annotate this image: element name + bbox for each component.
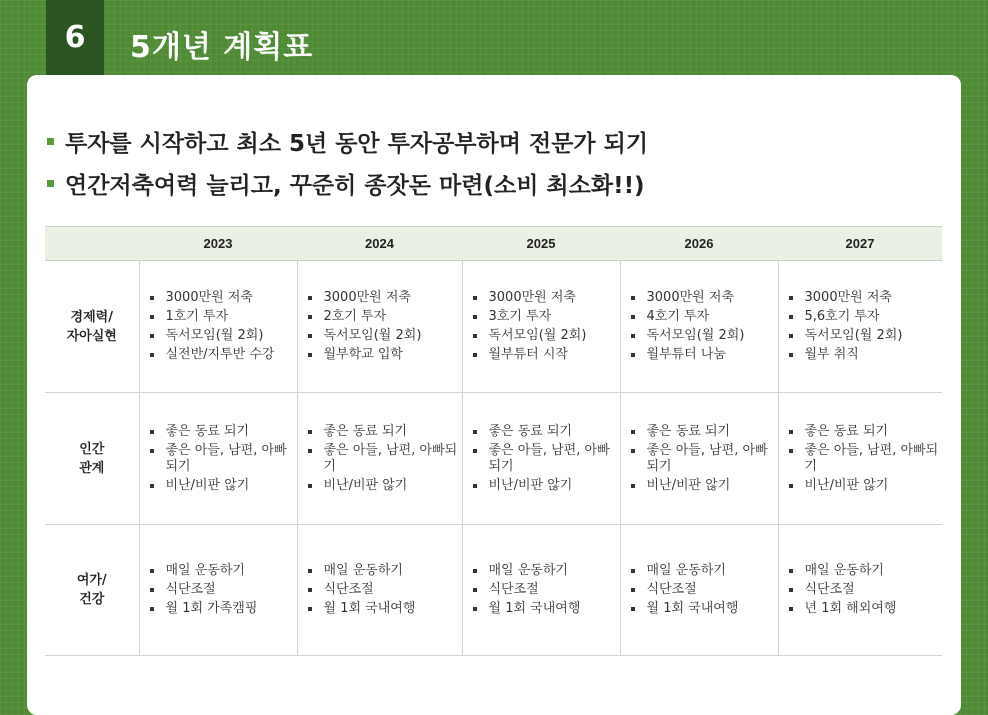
year-header: 2024: [297, 227, 462, 261]
plan-cell: [297, 261, 462, 393]
plan-item: 비난/비판 않기: [150, 478, 296, 494]
plan-item: 독서모임(월 2회): [473, 328, 619, 344]
page-title: 5개년 계획표: [130, 30, 314, 65]
goal-list: [47, 120, 927, 204]
plan-cell: [297, 525, 462, 656]
table-row: [45, 393, 942, 525]
plan-item: 좋은 동료 되기: [150, 424, 296, 440]
plan-item: 비난/비판 않기: [789, 478, 942, 494]
plan-item: 좋은 동료 되기: [473, 424, 619, 440]
five-year-plan-table: [45, 226, 942, 656]
plan-item: 4호기 투자: [631, 309, 777, 325]
plan-cell: [620, 525, 778, 656]
year-header: 2026: [620, 227, 778, 261]
plan-cell: [297, 393, 462, 525]
plan-item: 5,6호기 투자: [789, 309, 942, 325]
plan-item: 매일 운동하기: [150, 563, 296, 579]
plan-item: 독서모임(월 2회): [150, 328, 296, 344]
plan-item: 좋은 아들, 남편, 아빠되기: [150, 443, 296, 475]
plan-cell: [139, 393, 297, 525]
plan-cell: [462, 525, 620, 656]
plan-item: 3000만원 저축: [473, 290, 619, 306]
plan-item: 식단조절: [150, 582, 296, 598]
bullet-square-icon: [47, 180, 54, 187]
plan-item: 좋은 아들, 남편, 아빠되기: [789, 443, 942, 475]
plan-item: 실전반/지투반 수강: [150, 347, 296, 363]
row-header: [45, 393, 139, 525]
plan-item: 월 1회 가족캠핑: [150, 601, 296, 617]
plan-item: 월 1회 국내여행: [473, 601, 619, 617]
bullet-square-icon: [47, 138, 54, 145]
plan-item: 식단조절: [308, 582, 461, 598]
goal-text: 투자를 시작하고 최소 5년 동안 투자공부하며 전문가 되기: [65, 130, 649, 157]
plan-cell: [620, 261, 778, 393]
plan-cell: [462, 261, 620, 393]
plan-item: 식단조절: [473, 582, 619, 598]
section-number: 6: [46, 0, 104, 75]
plan-item: 월부 취직: [789, 347, 942, 363]
plan-item: 3000만원 저축: [789, 290, 942, 306]
plan-cell: [462, 393, 620, 525]
row-header-line: 건강: [79, 592, 105, 607]
year-header-row: [45, 227, 942, 261]
plan-cell: [139, 261, 297, 393]
corner-cell: [45, 227, 139, 261]
plan-item: 3000만원 저축: [631, 290, 777, 306]
plan-item: 1호기 투자: [150, 309, 296, 325]
plan-item: 매일 운동하기: [631, 563, 777, 579]
table-row: [45, 261, 942, 393]
plan-item: 월 1회 국내여행: [631, 601, 777, 617]
row-header-line: 경제력/: [70, 309, 113, 325]
row-header: [45, 261, 139, 393]
plan-item: 독서모임(월 2회): [631, 328, 777, 344]
year-header: 2023: [139, 227, 297, 261]
plan-item: 월부튜터 나눔: [631, 347, 777, 363]
plan-item: 월부튜터 시작: [473, 347, 619, 363]
row-header-line: 여가/: [76, 573, 107, 588]
table-row: [45, 525, 942, 656]
year-header: 2027: [778, 227, 942, 261]
plan-item: 월부학교 입학: [308, 347, 461, 363]
goal-item: [47, 162, 927, 204]
plan-item: 비난/비판 않기: [308, 478, 461, 494]
plan-cell: [778, 525, 942, 656]
goal-text: 연간저축여력 늘리고, 꾸준히 종잣돈 마련(소비 최소화!!): [65, 172, 645, 199]
plan-cell: [139, 525, 297, 656]
plan-item: 식단조절: [789, 582, 942, 598]
goal-item: [47, 120, 927, 162]
plan-cell: [778, 393, 942, 525]
plan-item: 3000만원 저축: [150, 290, 296, 306]
row-header-line: 관계: [79, 460, 105, 476]
plan-item: 3호기 투자: [473, 309, 619, 325]
plan-item: 좋은 동료 되기: [308, 424, 461, 440]
plan-item: 독서모임(월 2회): [789, 328, 942, 344]
plan-item: 비난/비판 않기: [631, 478, 777, 494]
plan-item: 매일 운동하기: [473, 563, 619, 579]
row-header: [45, 525, 139, 656]
plan-item: 좋은 아들, 남편, 아빠되기: [308, 443, 461, 475]
plan-item: 월 1회 국내여행: [308, 601, 461, 617]
plan-item: 좋은 아들, 남편, 아빠되기: [631, 443, 777, 475]
plan-item: 좋은 동료 되기: [789, 424, 942, 440]
plan-item: 좋은 아들, 남편, 아빠되기: [473, 443, 619, 475]
row-header-line: 인간: [79, 441, 105, 457]
plan-item: 3000만원 저축: [308, 290, 461, 306]
plan-item: 식단조절: [631, 582, 777, 598]
row-header-line: 자아실현: [66, 328, 117, 344]
plan-item: 년 1회 해외여행: [789, 601, 942, 617]
plan-cell: [620, 393, 778, 525]
plan-item: 좋은 동료 되기: [631, 424, 777, 440]
plan-item: 독서모임(월 2회): [308, 328, 461, 344]
plan-item: 2호기 투자: [308, 309, 461, 325]
plan-item: 매일 운동하기: [308, 563, 461, 579]
year-header: 2025: [462, 227, 620, 261]
plan-item: 매일 운동하기: [789, 563, 942, 579]
plan-item: 비난/비판 않기: [473, 478, 619, 494]
plan-cell: [778, 261, 942, 393]
